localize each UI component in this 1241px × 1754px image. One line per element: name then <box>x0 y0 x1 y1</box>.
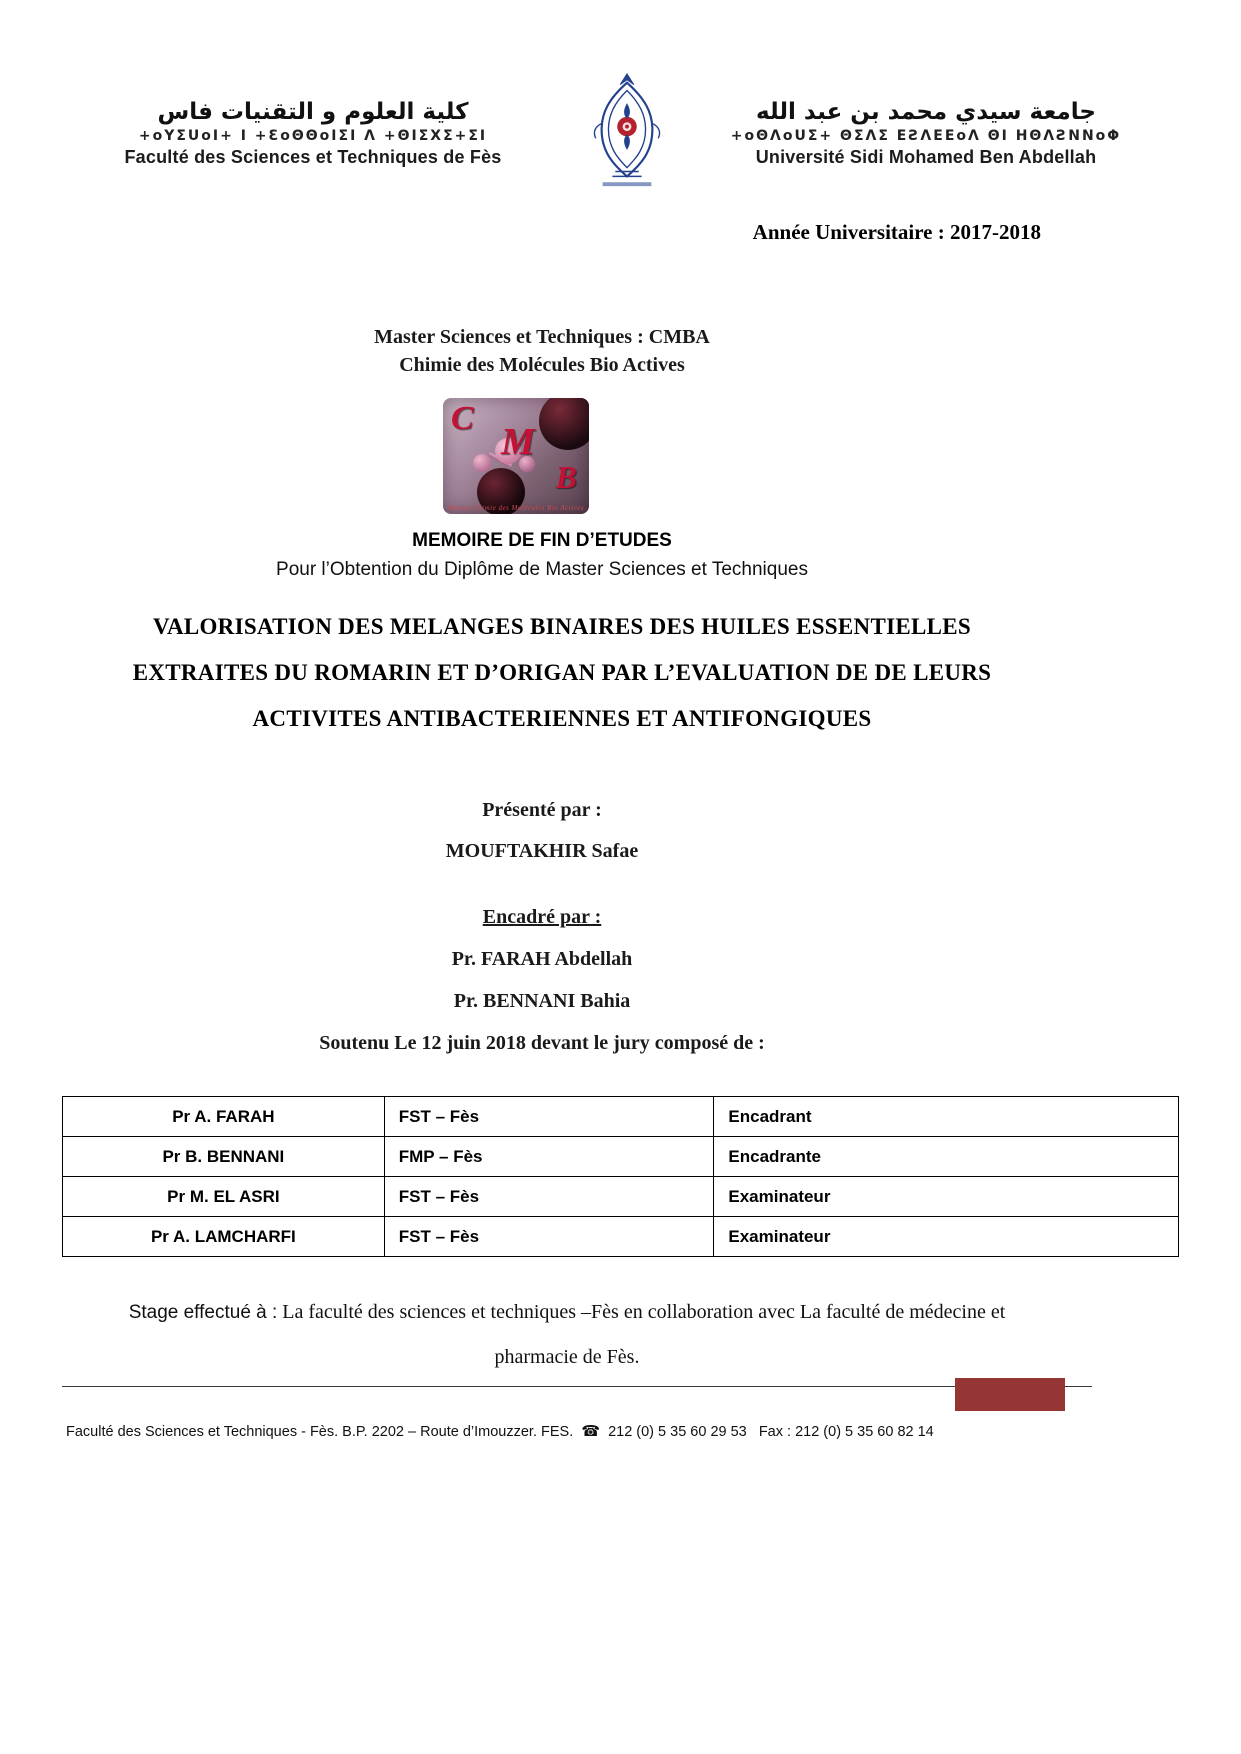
institution-header <box>88 70 1136 197</box>
internship-label: Stage effectué à : <box>128 1302 278 1323</box>
university-name-tifinagh: +oΘΛoUΣ+ ΘΣΛΣ ΕƧΛΕΕoΛ ΘΙ ΗΘΛƧΝΝoΦ <box>730 128 1122 144</box>
jury-member-affiliation: FST – Fès <box>384 1217 714 1257</box>
thesis-title-line1: VALORISATION DES MELANGES BINAIRES DES HUILES ESSENTIELLES <box>153 614 971 639</box>
university-emblem-logo <box>583 70 671 197</box>
cmb-program-logo <box>443 398 589 514</box>
cmb-logo-letter-c: C <box>451 400 474 437</box>
supervised-by-label: Encadré par : <box>482 906 602 928</box>
jury-member-name: Pr A. FARAH <box>63 1097 385 1137</box>
cmb-logo-letter-b: B <box>555 459 577 495</box>
memoire-heading-block <box>62 530 1022 581</box>
university-header-block <box>716 99 1136 168</box>
jury-member-affiliation: FMP – Fès <box>384 1137 714 1177</box>
footer-address: Faculté des Sciences et Techniques - Fès. B.P. 2202 – Route d’Imouzzer. FES. <box>66 1424 574 1440</box>
footer-red-rectangle <box>955 1378 1065 1411</box>
table-row <box>63 1097 1179 1137</box>
footer-contact-line <box>66 1422 1126 1440</box>
jury-member-role: Encadrant <box>714 1097 1179 1137</box>
advisor-name-1: Pr. FARAH Abdellah <box>451 948 633 970</box>
jury-member-affiliation: FST – Fès <box>384 1097 714 1137</box>
jury-member-affiliation: FST – Fès <box>384 1177 714 1217</box>
internship-note-line1 <box>62 1290 1072 1335</box>
internship-text: La faculté des sciences et techniques –Fès en collaboration avec La faculté de médecine et <box>277 1301 1006 1323</box>
thesis-title <box>62 604 1062 742</box>
phone-icon: ☎ <box>581 1422 600 1440</box>
advisor-name-2: Pr. BENNANI Bahia <box>453 990 631 1012</box>
thesis-title-line3: ACTIVITES ANTIBACTERIENNES ET ANTIFONGIQUES <box>252 706 872 731</box>
supervised-by-block <box>62 896 1022 1064</box>
jury-member-name: Pr B. BENNANI <box>63 1137 385 1177</box>
jury-member-name: Pr M. EL ASRI <box>63 1177 385 1217</box>
master-program-block <box>62 323 1022 379</box>
university-name-latin: Université Sidi Mohamed Ben Abdellah <box>755 147 1097 167</box>
footer-fax: Fax : 212 (0) 5 35 60 82 14 <box>758 1424 934 1440</box>
presented-by-block <box>62 790 1022 872</box>
jury-member-role: Examinateur <box>714 1217 1179 1257</box>
table-row <box>63 1137 1179 1177</box>
master-program-line1: Master Sciences et Techniques : CMBA <box>374 326 710 348</box>
molecule-sphere-icon <box>539 398 589 450</box>
student-name: MOUFTAKHIR Safae <box>445 840 639 862</box>
footer-phone: 212 (0) 5 35 60 29 53 <box>608 1424 747 1440</box>
faculty-name-latin: Faculté des Sciences et Techniques de Fès <box>124 147 502 167</box>
jury-member-role: Encadrante <box>714 1137 1179 1177</box>
faculty-name-tifinagh: +oYΣUoI+ I +ƐoΘΘoIΣI Λ +ΘIΣXΣ+ΣI <box>138 128 488 144</box>
master-program-line2: Chimie des Molécules Bio Actives <box>399 354 685 376</box>
footer-divider <box>62 1386 1092 1387</box>
molecule-sphere-icon <box>473 454 491 472</box>
faculty-name-arabic: كلية العلوم و التقنيات فاس <box>157 99 469 125</box>
jury-member-name: Pr A. LAMCHARFI <box>63 1217 385 1257</box>
table-row <box>63 1217 1179 1257</box>
jury-member-role: Examinateur <box>714 1177 1179 1217</box>
cmb-logo-letter-m: M <box>501 421 535 463</box>
memoire-title: MEMOIRE DE FIN D’ETUDES <box>412 530 672 551</box>
table-row <box>63 1177 1179 1217</box>
presented-by-label: Présenté par : <box>482 799 602 821</box>
memoire-subtitle: Pour l’Obtention du Diplôme de Master Sciences et Techniques <box>276 559 808 580</box>
internship-note-line2: pharmacie de Fès. <box>494 1346 640 1368</box>
university-name-arabic: جامعة سيدي محمد بن عبد الله <box>756 99 1096 125</box>
internship-note <box>62 1290 1072 1380</box>
thesis-title-line2: EXTRAITES DU ROMARIN ET D’ORIGAN PAR L’EVALUATION DE DE LEURS <box>132 660 992 685</box>
jury-table <box>62 1096 1179 1257</box>
defense-date-line: Soutenu Le 12 juin 2018 devant le jury composé de : <box>319 1032 765 1054</box>
cmb-logo-caption: Master Chimie des Molécules Bio Actives <box>447 504 585 512</box>
academic-year: Année Universitaire : 2017-2018 <box>752 220 1041 244</box>
faculty-header-block <box>88 99 538 168</box>
